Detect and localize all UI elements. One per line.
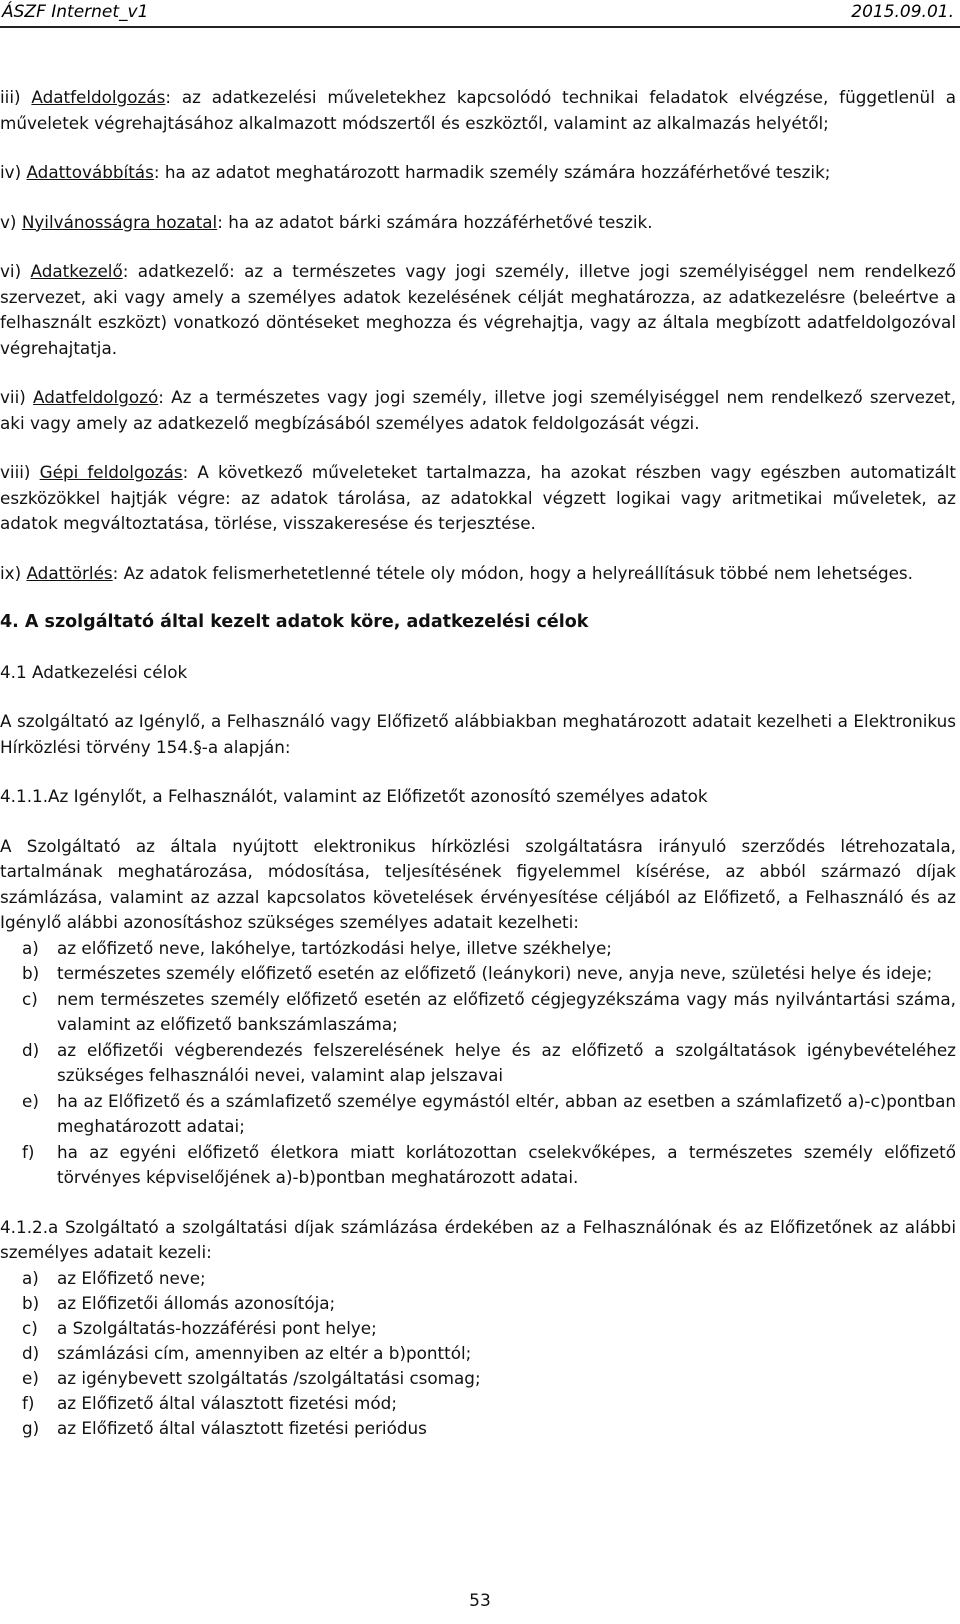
definition-term: Adatkezelő [30,261,123,281]
list-item-label: e) [22,1090,39,1111]
list-item-text: a Szolgáltatás-hozzáférési pont helye; [57,1317,377,1338]
list-item-text: az Előfizető által választott fizetési mód; [57,1392,397,1413]
definition-v [0,210,956,236]
definition-number: viii) [0,462,31,482]
page-header [0,0,960,28]
list-item [0,1416,956,1441]
list-item [0,1391,956,1416]
section-4-1-1-paragraph: A Szolgáltató az általa nyújtott elektronikus hírközlési szolgáltatásra irányuló szerződés létrehozatala, tartalmának meghatározása, módosítása, teljesítésének figyelemmel kísérése, az abból származó díjak számlázása, valamint az azzal kapcsolatos követelések érvényesítése céljából az Előfizető, a Felhasználó és az Igénylő alábbi azonosításhoz szükséges személyes adatait kezelheti: [0,835,956,932]
header-date: 2015.09.01. [851,2,954,22]
list-item-label: c) [22,1317,38,1338]
definition-term: Adattovábbítás [26,162,154,182]
definition-text: : Az adatok felismerhetetlenné tétele oly módon, hogy a helyreállításuk többé nem lehetséges. [112,562,914,583]
list-item-label: b) [22,1292,40,1313]
list-item-label: f) [22,1141,35,1162]
definition-number: vi) [0,261,22,281]
list-item-text: az Előfizetői állomás azonosítója; [57,1292,336,1313]
list-item-text: számlázási cím, amennyiben az eltér a b)ponttól; [57,1342,472,1363]
list-item [0,1038,956,1089]
list-item [0,1089,956,1140]
list-item-label: g) [22,1417,40,1438]
section-4-1-paragraph: A szolgáltató az Igénylő, a Felhasználó vagy Előfizető alábbiakban meghatározott adatait kezelheti a Elektronikus Hírközlési törvény 154.§-a alapján: [0,711,956,757]
definition-number: iii) [0,87,21,107]
list-item-text: nem természetes személy előfizető esetén az előfizető cégjegyzékszáma vagy más nyilvántartási száma, valamint az előfizető bankszámlaszáma; [57,988,956,1034]
list-item [0,1316,956,1341]
definition-viii [0,460,956,537]
definition-term: Gépi feldolgozás [39,462,183,482]
section-4-1-heading: 4.1 Adatkezelési célok [0,661,188,682]
definition-number: iv) [0,162,22,182]
list-item [0,1291,956,1316]
list-item-text: ha az egyéni előfizető életkora miatt korlátozottan cselekvőképes, a természetes személy előfizető törvényes képviselőjének a)-b)pontban meghatározott adatai. [57,1141,956,1187]
definition-text: : ha az adatot meghatározott harmadik személy számára hozzáférhetővé teszik; [153,162,831,182]
identification-data-list [0,936,956,1191]
definition-term: Nyilvánosságra hozatal [21,211,218,232]
definition-iii [0,85,956,136]
section-4-1-2-paragraph: 4.1.2.a Szolgáltató a szolgáltatási díjak számlázása érdekében az a Felhasználónak és az Előfizetőnek az alábbi személyes adatait kezeli: [0,1216,956,1262]
header-doc-title: ÁSZF Internet_v1 [2,2,149,22]
definition-number: v) [0,211,17,232]
list-item [0,987,956,1038]
definition-term: Adatfeldolgozó [33,387,159,407]
definition-iv [0,160,956,186]
list-item-text: az előfizető neve, lakóhelye, tartózkodási helye, illetve székhelye; [57,937,612,958]
list-item-label: d) [22,1039,40,1060]
list-item-text: az Előfizető által választott fizetési periódus [57,1417,427,1438]
list-item-text: az igénybevett szolgáltatás /szolgáltatási csomag; [57,1367,481,1388]
definition-number: ix) [0,562,22,583]
list-item-text: az előfizetői végberendezés felszerelésének helye és az előfizető a szolgáltatások igénybevételéhez szükséges felhasználói nevei, valamint alap jelszavai [57,1039,956,1085]
list-item [0,1366,956,1391]
header-rule [0,26,960,28]
list-item-text: természetes személy előfizető esetén az előfizető (leánykori) neve, anyja neve, születési helye és ideje; [57,963,933,983]
section-4-1-1-heading: 4.1.1.Az Igénylőt, a Felhasználót, valamint az Előfizetőt azonosító személyes adatok [0,786,708,806]
list-item-label: d) [22,1342,40,1363]
list-item-label: a) [22,1267,39,1288]
definition-text: : az adatkezelési műveletekhez kapcsolódó technikai feladatok elvégzése, függetlenül a műveletek végrehajtásához alkalmazott módszertől és eszköztől, valamint az alkalmazás helyétől; [0,87,956,133]
definition-ix [0,561,956,587]
definition-text: : ha az adatot bárki számára hozzáférhetővé teszik. [217,211,653,232]
document-body [0,85,956,1465]
list-item [0,1140,956,1191]
definition-text: : Az a természetes vagy jogi személy, illetve jogi személyiséggel nem rendelkező szervezet, aki vagy amely az adatkezelő megbízásából személyes adatok feldolgozását végzi. [0,387,956,433]
list-item-text: ha az Előfizető és a számlafizető személye egymástól eltér, abban az esetben a számlafizető a)-c)pontban meghatározott adatai; [57,1090,956,1136]
definition-number: vii) [0,387,26,407]
list-item [0,961,956,987]
definition-text: : A következő műveleteket tartalmazza, ha azokat részben vagy egészben automatizált eszközökkel hajtják végre: az adatok tárolása, az adatokkal végzett logikai vagy aritmetikai műveletek, az adatok megváltoztatása, törlése, visszakeresése és terjesztése. [0,462,956,533]
list-item [0,1341,956,1366]
list-item-label: f) [22,1392,35,1413]
definition-vii [0,385,956,436]
billing-data-list [0,1266,956,1441]
list-item-label: b) [22,963,40,983]
list-item-text: az Előfizető neve; [57,1267,206,1288]
list-item-label: c) [22,988,38,1009]
definition-vi [0,259,956,361]
definition-term: Adatfeldolgozás [31,87,166,107]
page-number: 53 [469,1591,491,1611]
list-item-label: a) [22,937,39,958]
definition-text: : adatkezelő: az a természetes vagy jogi személy, illetve jogi személyiséggel nem rendelkező szervezet, aki vagy amely a személyes adatok kezelésének célját meghatározza, az adatkezelésre (beleértve a felhasznált eszközt) vonatkozó döntéseket meghozza és végrehajtja, vagy az általa megbízott adatfeldolgozóval végrehajtatja. [0,261,956,358]
list-item [0,936,956,962]
list-item-label: e) [22,1367,39,1388]
section-4-heading: 4. A szolgáltató által kezelt adatok köre, adatkezelési célok [0,612,589,632]
list-item [0,1266,956,1291]
definition-term: Adattörlés [26,562,113,583]
